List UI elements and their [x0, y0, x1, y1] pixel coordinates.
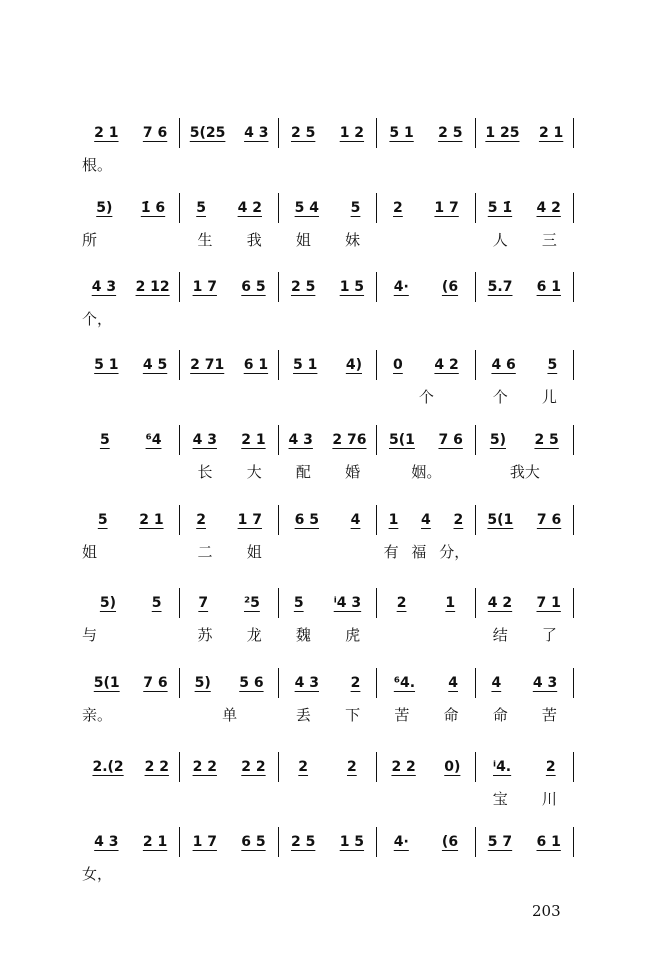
measure: [179, 118, 277, 148]
measure-lyrics: [180, 624, 278, 648]
note-group: 5: [547, 357, 558, 373]
measure-lyrics: [82, 788, 180, 812]
note-group: 2 71: [190, 357, 225, 373]
measure: [278, 425, 376, 455]
note-group: 2: [350, 675, 361, 691]
note-group: 1 7: [192, 279, 217, 295]
note-group: 5(1: [389, 432, 415, 448]
measure: [82, 668, 179, 698]
measure: [376, 588, 474, 618]
lyric-char: 姐: [82, 543, 98, 561]
notes-row: [82, 588, 574, 618]
note-group: 5: [151, 595, 162, 611]
measure: [179, 668, 277, 698]
lyric-char: 姻。: [411, 463, 442, 481]
measure-lyrics: [82, 308, 180, 332]
measure-lyrics: [180, 308, 278, 332]
note-group: 4 2: [237, 200, 262, 216]
score-system: [82, 668, 574, 728]
note-group: 4 3: [192, 432, 217, 448]
note-group: 4 3: [532, 675, 558, 691]
note-group: ⁶4: [145, 432, 162, 448]
note-group: 2 1: [94, 125, 119, 141]
lyric-char: 根。: [82, 156, 113, 174]
note-group: ⁶4.: [393, 675, 416, 691]
note-group: 4: [491, 675, 502, 691]
note-group: 1̇ 6: [140, 200, 166, 216]
lyrics-row: [82, 461, 574, 485]
measure: [179, 505, 277, 535]
note-group: 4 3: [294, 675, 319, 691]
note-group: 4: [448, 675, 458, 691]
note-group: 1 7: [237, 512, 262, 528]
note-group: 4 3: [244, 125, 269, 141]
lyric-char: 命: [492, 706, 508, 724]
score-system: [82, 752, 574, 812]
measure: [475, 350, 574, 380]
lyrics-row: [82, 229, 574, 253]
measure-lyrics: [82, 624, 180, 648]
note-group: 5 1̇: [487, 200, 513, 216]
note-group: 5): [194, 675, 211, 691]
lyric-char: 福: [411, 543, 427, 561]
score-system: [82, 588, 574, 648]
note-group: 1: [445, 595, 456, 611]
measure: [82, 272, 179, 302]
lyric-char: 大: [246, 463, 262, 481]
measure: [179, 425, 277, 455]
measure-lyrics: [279, 541, 377, 565]
lyric-char: 我: [246, 231, 262, 249]
measure-lyrics: [180, 386, 278, 410]
measure: [179, 827, 277, 857]
lyric-char: 婚: [345, 463, 361, 481]
lyric-char: 苏: [197, 626, 213, 644]
lyric-char: 配: [295, 463, 311, 481]
page-number: 203: [532, 902, 561, 920]
measure-lyrics: [279, 308, 377, 332]
note-group: 4 3: [94, 834, 119, 850]
score-system: [82, 505, 574, 565]
note-group: 2: [196, 512, 206, 528]
note-group: 1 7: [192, 834, 217, 850]
lyric-char: 虎: [345, 626, 361, 644]
measure: [376, 350, 474, 380]
measure-lyrics: [180, 154, 278, 178]
note-group: 2 5: [290, 834, 316, 850]
lyric-char: 女，: [82, 865, 113, 883]
score-system: [82, 827, 574, 887]
measure-lyrics: [476, 704, 574, 728]
lyric-char: 所: [82, 231, 98, 249]
note-group: 2: [298, 759, 309, 775]
note-group: 5): [96, 200, 113, 216]
measure: [278, 350, 376, 380]
note-group: 4: [350, 512, 361, 528]
measure: [475, 425, 574, 455]
note-group: 4 3: [91, 279, 117, 295]
lyric-char: 有: [383, 543, 399, 561]
lyric-char: 苦: [541, 706, 557, 724]
measure: [82, 425, 179, 455]
score-system: [82, 118, 574, 178]
lyrics-row: [82, 624, 574, 648]
measure-lyrics: [279, 154, 377, 178]
lyrics-row: [82, 704, 574, 728]
note-group: ²5: [243, 595, 260, 611]
note-group: 7 6: [142, 125, 168, 141]
measure: [475, 752, 574, 782]
note-group: 2: [545, 759, 556, 775]
measure-lyrics: [279, 704, 377, 728]
measure: [475, 668, 574, 698]
lyric-char: 龙: [246, 626, 262, 644]
lyric-char: 宝: [492, 790, 508, 808]
measure: [278, 827, 376, 857]
lyric-char: 川: [541, 790, 557, 808]
lyric-char: 妹: [345, 231, 361, 249]
measure-lyrics: [476, 624, 574, 648]
note-group: 1: [388, 512, 399, 528]
note-group: 4·: [393, 279, 409, 295]
note-group: 2 2: [391, 759, 416, 775]
measure-lyrics: [180, 229, 278, 253]
measure: [278, 272, 376, 302]
measure: [376, 827, 474, 857]
measure: [376, 752, 474, 782]
lyric-char: 我大: [509, 463, 540, 481]
note-group: 2 1: [139, 512, 164, 528]
measure-lyrics: [476, 229, 574, 253]
note-group: 2 5: [534, 432, 559, 448]
lyric-char: 二: [197, 543, 213, 561]
measure: [475, 118, 574, 148]
note-group: 5 7: [487, 834, 513, 850]
measure-lyrics: [279, 788, 377, 812]
note-group: 7 6: [438, 432, 463, 448]
measure-lyrics: [476, 386, 574, 410]
note-group: 5: [99, 432, 110, 448]
measure: [475, 505, 574, 535]
measure: [278, 668, 376, 698]
note-group: 5 1: [389, 125, 414, 141]
note-group: 4 2: [434, 357, 459, 373]
note-group: 1 7: [434, 200, 459, 216]
note-group: 5 1: [293, 357, 318, 373]
measure-lyrics: [377, 386, 475, 410]
measure: [82, 827, 179, 857]
note-group: 2 2: [144, 759, 169, 775]
note-group: 7: [198, 595, 209, 611]
lyric-char: 与: [82, 626, 98, 644]
note-group: 2 1: [241, 432, 266, 448]
note-group: 5: [350, 200, 361, 216]
note-group: 2 5: [290, 279, 316, 295]
note-group: 5(1: [487, 512, 514, 528]
lyric-char: 姐: [246, 543, 262, 561]
note-group: 5: [97, 512, 108, 528]
measure-lyrics: [377, 624, 475, 648]
measure-lyrics: [476, 461, 574, 485]
score-system: [82, 272, 574, 332]
lyric-char: 分，: [439, 543, 470, 561]
measure-lyrics: [279, 461, 377, 485]
measure-lyrics: [476, 154, 574, 178]
measure-lyrics: [377, 704, 475, 728]
note-group: 4 2: [536, 200, 561, 216]
notes-row: [82, 752, 574, 782]
note-group: 2: [453, 512, 464, 528]
measure: [82, 505, 179, 535]
measure: [376, 505, 474, 535]
notes-row: [82, 505, 574, 535]
lyrics-row: [82, 386, 574, 410]
notes-row: [82, 425, 574, 455]
note-group: 7 6: [536, 512, 562, 528]
measure-lyrics: [279, 386, 377, 410]
lyrics-row: [82, 788, 574, 812]
measure: [376, 193, 474, 223]
note-group: 2 76: [332, 432, 367, 448]
note-group: 1 25: [485, 125, 520, 141]
note-group: 4): [345, 357, 362, 373]
score-system: [82, 425, 574, 485]
measure: [179, 350, 277, 380]
measure: [179, 752, 277, 782]
measure-lyrics: [476, 541, 574, 565]
notes-row: [82, 827, 574, 857]
lyric-char: 个: [418, 388, 434, 406]
measure-lyrics: [180, 461, 278, 485]
measure: [82, 350, 179, 380]
note-group: 5 1: [94, 357, 119, 373]
note-group: 2 2: [192, 759, 217, 775]
measure: [179, 193, 277, 223]
lyrics-row: [82, 541, 574, 565]
measure: [278, 505, 376, 535]
lyric-char: 个，: [82, 310, 113, 328]
note-group: 1 2: [339, 125, 365, 141]
measure: [376, 118, 474, 148]
lyrics-row: [82, 863, 574, 887]
measure-lyrics: [180, 704, 278, 728]
measure-lyrics: [82, 386, 180, 410]
note-group: 4: [421, 512, 431, 528]
measure-lyrics: [476, 863, 574, 887]
lyric-char: 儿: [541, 388, 557, 406]
measure-lyrics: [476, 308, 574, 332]
note-group: 6 1: [536, 279, 561, 295]
score-system: [82, 193, 574, 253]
measure-lyrics: [82, 154, 180, 178]
note-group: 2 2: [241, 759, 266, 775]
measure-lyrics: [279, 229, 377, 253]
lyric-char: 下: [345, 706, 361, 724]
measure: [82, 193, 179, 223]
note-group: 6 5: [241, 279, 266, 295]
lyrics-row: [82, 308, 574, 332]
note-group: 1 5: [339, 279, 365, 295]
lyric-char: 姐: [295, 231, 311, 249]
note-group: 2 12: [135, 279, 170, 295]
note-group: 6 1: [536, 834, 561, 850]
lyric-char: 苦: [394, 706, 410, 724]
measure-lyrics: [82, 541, 180, 565]
measure: [475, 272, 574, 302]
measure-lyrics: [377, 229, 475, 253]
note-group: 5(1: [93, 675, 120, 691]
measure: [376, 272, 474, 302]
measure: [278, 752, 376, 782]
measure-lyrics: [82, 229, 180, 253]
measure: [278, 118, 376, 148]
lyric-char: 长: [197, 463, 213, 481]
measure-lyrics: [476, 788, 574, 812]
lyric-char: 魏: [295, 626, 311, 644]
note-group: 6 5: [294, 512, 319, 528]
measure-lyrics: [82, 863, 180, 887]
measure: [179, 272, 277, 302]
note-group: 5): [489, 432, 506, 448]
notes-row: [82, 350, 574, 380]
measure-lyrics: [82, 704, 180, 728]
note-group: 4·: [393, 834, 409, 850]
measure: [82, 118, 179, 148]
lyric-char: 了: [541, 626, 557, 644]
measure-lyrics: [377, 461, 475, 485]
note-group: 4 5: [142, 357, 168, 373]
measure-lyrics: [180, 788, 278, 812]
note-group: 0): [444, 759, 461, 775]
note-group: 2 5: [438, 125, 463, 141]
measure-lyrics: [180, 863, 278, 887]
lyric-char: 单: [222, 706, 238, 724]
lyric-char: 结: [492, 626, 508, 644]
note-group: 2 1: [538, 125, 564, 141]
measure-lyrics: [377, 154, 475, 178]
note-group: 7 6: [143, 675, 168, 691]
measure-lyrics: [377, 863, 475, 887]
notes-row: [82, 272, 574, 302]
measure: [278, 193, 376, 223]
note-group: 5 6: [239, 675, 264, 691]
note-group: 4 6: [491, 357, 516, 373]
measure: [82, 588, 179, 618]
note-group: 7 1: [536, 595, 561, 611]
score-system: [82, 350, 574, 410]
lyric-char: 丢: [295, 706, 311, 724]
lyric-char: 生: [197, 231, 213, 249]
note-group: 6 1: [243, 357, 269, 373]
measure-lyrics: [377, 541, 475, 565]
measure-lyrics: [279, 624, 377, 648]
note-group: 2.(2: [92, 759, 124, 775]
measure-lyrics: [377, 788, 475, 812]
note-group: 0: [393, 357, 403, 373]
measure: [376, 668, 474, 698]
note-group: 1 5: [339, 834, 365, 850]
note-group: 2: [346, 759, 357, 775]
measure: [376, 425, 474, 455]
measure: [475, 193, 574, 223]
note-group: 4 3: [288, 432, 313, 448]
measure: [278, 588, 376, 618]
notes-row: [82, 668, 574, 698]
note-group: 2 1: [142, 834, 168, 850]
measure-lyrics: [82, 461, 180, 485]
note-group: 4 2: [487, 595, 513, 611]
note-group: 2: [393, 200, 403, 216]
lyrics-row: [82, 154, 574, 178]
lyric-char: 个: [492, 388, 508, 406]
note-group: 5: [196, 200, 206, 216]
note-group: ⁱ4.: [493, 759, 512, 775]
note-group: 5): [99, 595, 117, 611]
note-group: 5: [293, 595, 304, 611]
measure: [179, 588, 277, 618]
note-group: 5 4: [294, 200, 319, 216]
measure: [82, 752, 179, 782]
lyric-char: 三: [541, 231, 557, 249]
note-group: 5(25: [189, 125, 226, 141]
notes-row: [82, 118, 574, 148]
lyric-char: 亲。: [82, 706, 113, 724]
note-group: 2: [396, 595, 407, 611]
lyric-char: 人: [492, 231, 508, 249]
note-group: 6 5: [241, 834, 266, 850]
measure: [475, 827, 574, 857]
notes-row: [82, 193, 574, 223]
note-group: ⁱ4 3: [333, 595, 362, 611]
measure-lyrics: [279, 863, 377, 887]
measure: [475, 588, 574, 618]
lyric-char: 命: [443, 706, 459, 724]
note-group: (6: [441, 834, 459, 850]
measure-lyrics: [377, 308, 475, 332]
note-group: (6: [441, 279, 459, 295]
note-group: 2 5: [290, 125, 316, 141]
note-group: 5.7: [487, 279, 513, 295]
measure-lyrics: [180, 541, 278, 565]
